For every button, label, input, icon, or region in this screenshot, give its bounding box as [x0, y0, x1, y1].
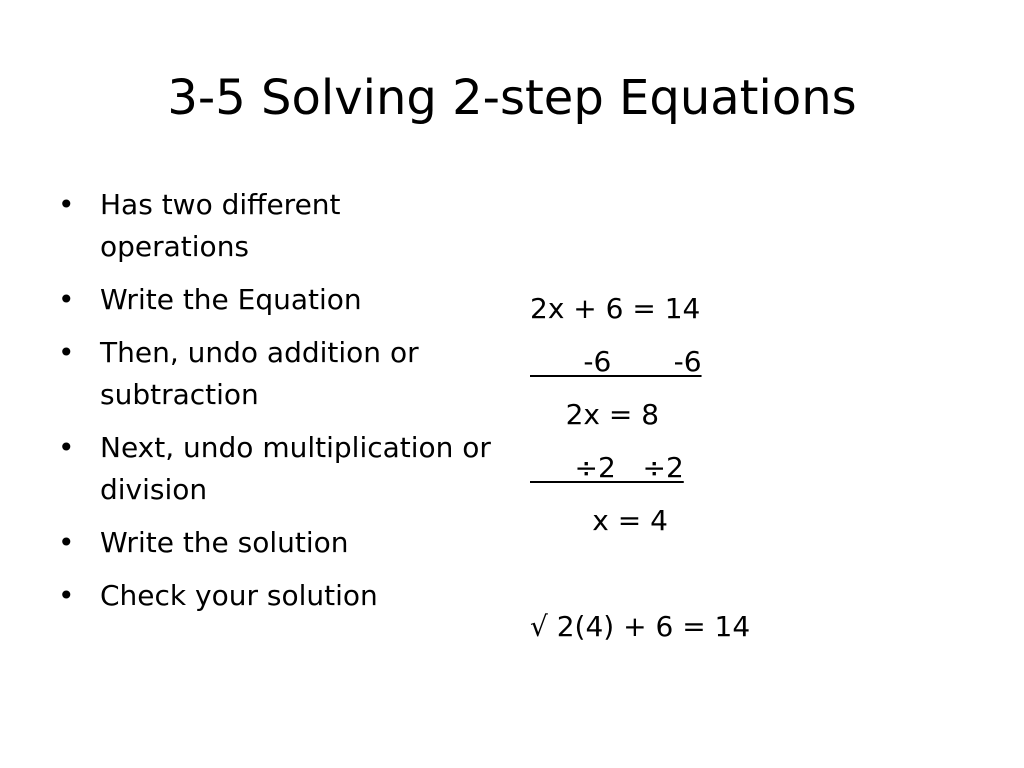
after-subtract-line: 2x = 8	[530, 398, 660, 431]
slide-title: 3-5 Solving 2-step Equations	[167, 70, 857, 126]
bullet-text: Then, undo addition or subtraction	[100, 336, 419, 411]
bullet-text: Next, undo multiplication or division	[100, 431, 491, 506]
bullet-item	[56, 279, 496, 321]
worked-example	[530, 288, 830, 659]
divide-step-line: ÷2 ÷2	[530, 451, 684, 484]
bullet-icon: •	[58, 283, 75, 316]
bullet-list	[56, 184, 496, 628]
bullet-item	[56, 184, 496, 268]
bullet-icon: •	[58, 526, 75, 559]
bullet-icon: •	[58, 188, 75, 221]
bullet-text: Check your solution	[100, 579, 378, 612]
bullet-text: Write the solution	[100, 526, 349, 559]
solution-line: x = 4	[530, 504, 668, 537]
bullet-icon: •	[58, 336, 75, 369]
bullet-text: Write the Equation	[100, 283, 362, 316]
equation-line: 2x + 6 = 14	[530, 292, 701, 325]
bullet-text: Has two different operations	[100, 188, 341, 263]
spacer	[530, 553, 830, 606]
bullet-item	[56, 332, 496, 416]
bullet-item	[56, 427, 496, 511]
check-line: √ 2(4) + 6 = 14	[530, 610, 751, 643]
bullet-item	[56, 522, 496, 564]
bullet-icon: •	[58, 579, 75, 612]
bullet-icon: •	[58, 431, 75, 464]
subtract-step-line: -6 -6	[530, 345, 702, 378]
bullet-item	[56, 575, 496, 617]
